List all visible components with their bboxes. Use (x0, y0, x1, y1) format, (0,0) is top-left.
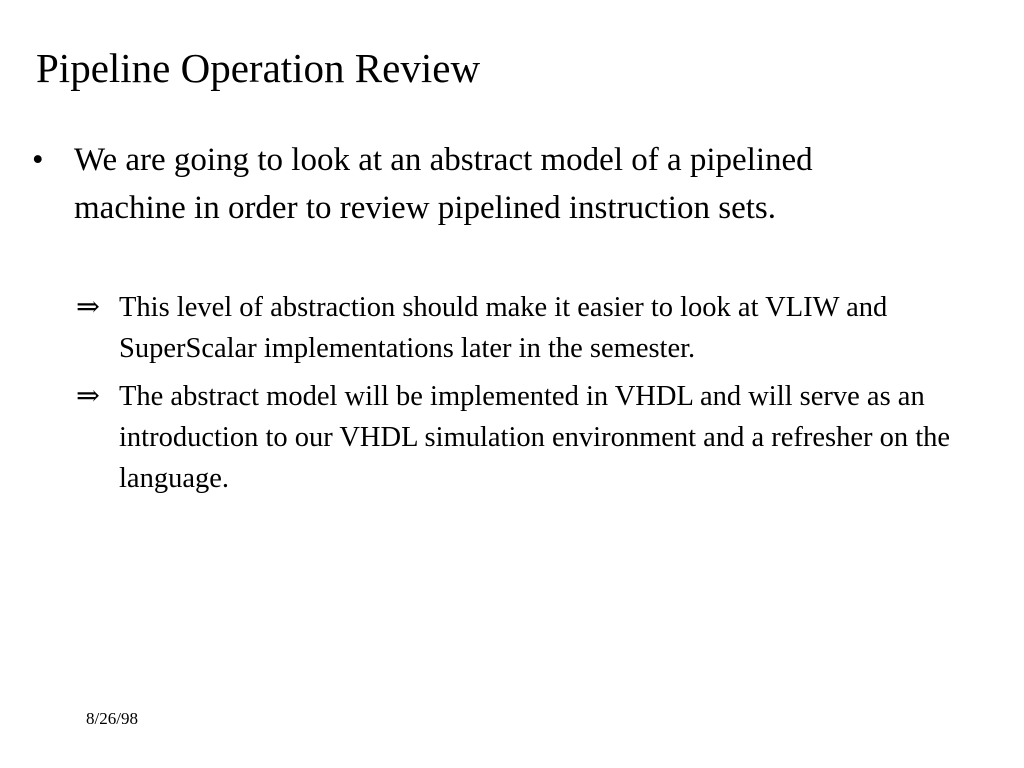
sub-bullet-text: This level of abstraction should make it easier to look at VLIW and SuperScalar implementations later in the semester. (119, 292, 888, 364)
slide-title: Pipeline Operation Review (36, 45, 481, 91)
footer-date: 8/26/98 (86, 709, 138, 728)
bullet-marker: • (32, 142, 44, 178)
sub-bullet-list (76, 287, 976, 499)
sub-bullet-abstraction (76, 287, 976, 369)
main-bullet-text: We are going to look at an abstract model of a pipelined machine in order to review pipelined instruction sets. (74, 142, 813, 226)
implies-arrow-icon: ⇒ (76, 292, 100, 323)
main-bullet (32, 136, 912, 232)
sub-bullet-text: The abstract model will be implemented in VHDL and will serve as an introduction to our VHDL simulation environment and a refresher on the language. (119, 381, 951, 494)
sub-bullet-vhdl (76, 376, 976, 499)
implies-arrow-icon: ⇒ (76, 381, 100, 412)
